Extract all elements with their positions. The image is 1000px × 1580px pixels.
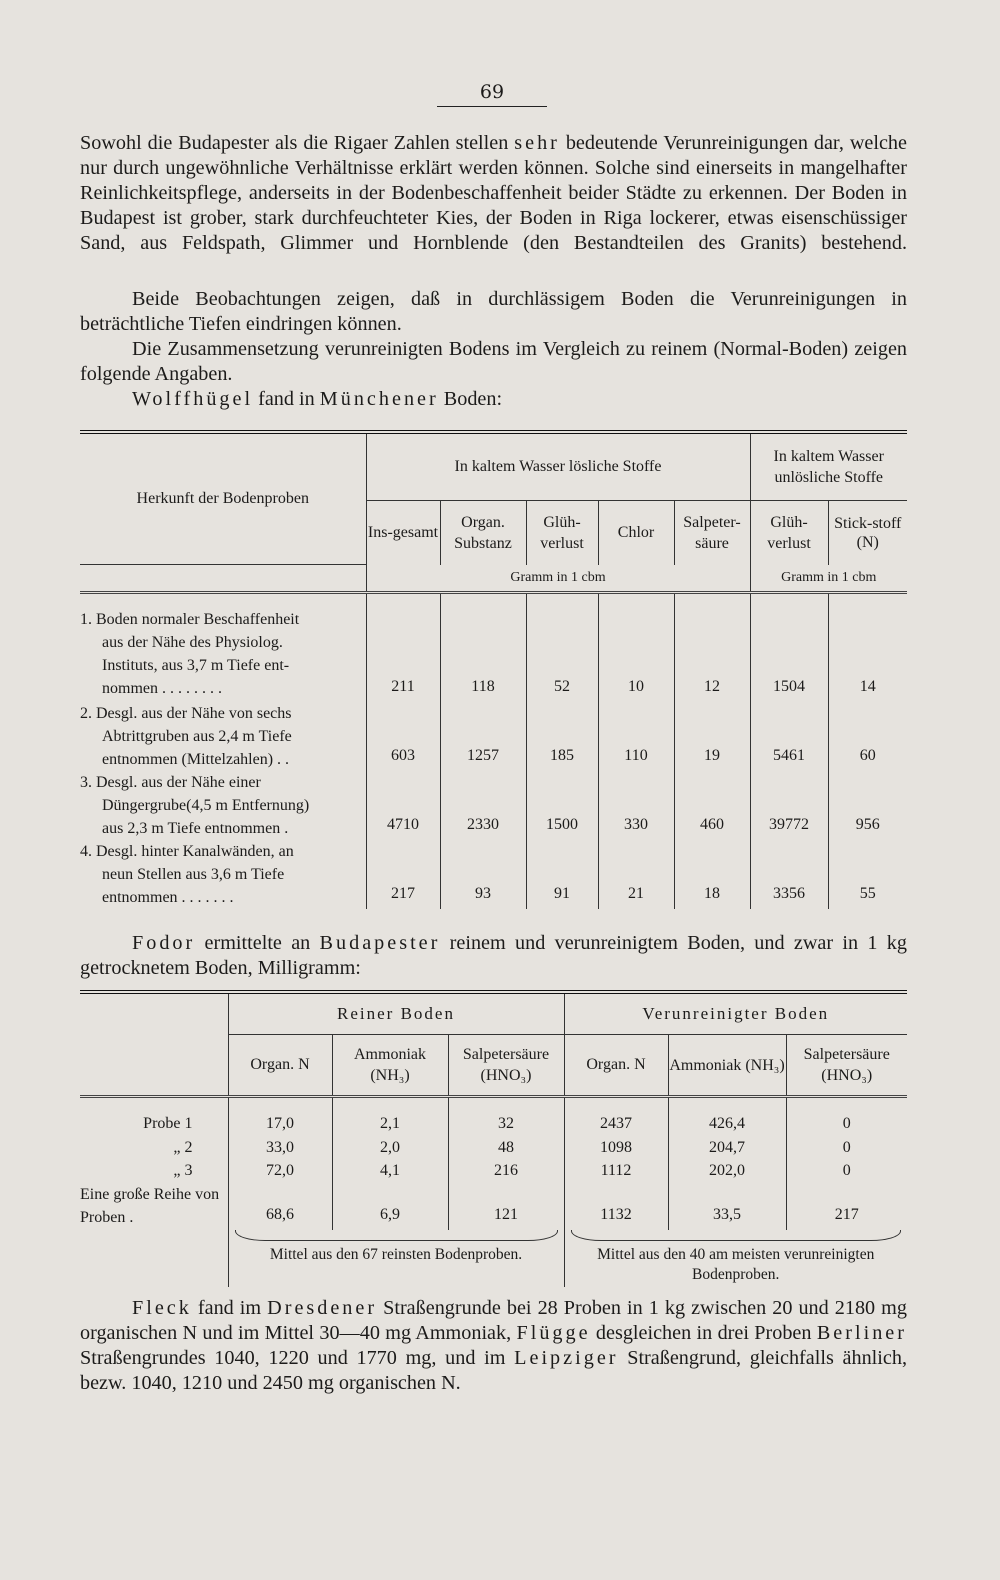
- col-insgesamt: Ins-gesamt: [366, 500, 440, 564]
- city-berlin: Berliner: [816, 1321, 907, 1344]
- cell: 52: [526, 593, 598, 703]
- cell: 72,0: [228, 1159, 332, 1182]
- note-reiner: Mittel aus den 67 reinsten Bodenproben.: [228, 1241, 564, 1287]
- cell: 10: [598, 593, 674, 703]
- cell: 110: [598, 702, 674, 771]
- cell: 2330: [440, 771, 526, 840]
- para5-tail: reinem und verunreinigtem Boden, und zwar in 1 kg getrocknetem Boden, Milligramm:: [80, 932, 907, 979]
- bracket-cell-1: [228, 1230, 564, 1241]
- col-organ-substanz: Organ. Substanz: [440, 500, 526, 564]
- table-wolffhuegel: [80, 430, 907, 909]
- cell: 956: [828, 771, 907, 840]
- unit-soluble: Gramm in 1 cbm: [366, 565, 750, 593]
- col-ammoniak-1: Ammoniak (NH₃): [332, 1035, 448, 1097]
- col-gluehverlust-2: Glüh-verlust: [750, 500, 828, 564]
- cell: 21: [598, 840, 674, 909]
- row-label-line: entnommen . . . . . . .: [102, 889, 234, 906]
- para6-text-e: Straßengrund, gleichfalls ähnlich, bezw. 1040, 1210 und 2450 mg organischen N.: [80, 1346, 907, 1394]
- group-soluble: In kaltem Wasser lösliche Stoffe: [366, 432, 750, 500]
- cell: 5461: [750, 702, 828, 771]
- author-fluegge: Flügge: [516, 1321, 591, 1344]
- cell: 2,0: [332, 1136, 448, 1159]
- cell: 3356: [750, 840, 828, 909]
- author-fodor: Fodor: [132, 932, 196, 954]
- table1-grid: [80, 430, 907, 909]
- cell: 0: [786, 1136, 907, 1159]
- col-salpetersaeure-2: Salpetersäure (HNO₃): [786, 1035, 907, 1097]
- table-row: [80, 1136, 907, 1159]
- row-label: Probe 1: [143, 1115, 193, 1132]
- cell: 60: [828, 702, 907, 771]
- row-label-line: neun Stellen aus 3,6 m Tiefe: [102, 866, 285, 883]
- row-label-line: 4. Desgl. hinter Kanalwänden, an: [80, 843, 294, 860]
- unit-empty: [80, 565, 366, 593]
- brace-reiner: [235, 1230, 558, 1241]
- cell: 6,9: [332, 1182, 448, 1230]
- col-stickstoff: Stick-stoff (N): [828, 500, 907, 564]
- para6-text-b: Straßengrunde bei 28 Proben in 1 kg zwischen 20 und 2180 mg organischen N und im Mittel 30—40 mg Ammoniak,: [80, 1297, 907, 1344]
- paragraph-6: [80, 1296, 907, 1396]
- bracket-cell-2: [564, 1230, 907, 1241]
- cell: 1257: [440, 702, 526, 771]
- paragraph-5: [80, 931, 907, 981]
- row-label: „ 2: [173, 1138, 193, 1156]
- row-label-line: 1. Boden normaler Beschaffenheit: [80, 611, 300, 628]
- cell: 91: [526, 840, 598, 909]
- para6-text-d: Straßengrundes 1040, 1220 und 1770 mg, und im: [80, 1346, 515, 1369]
- cell: 204,7: [668, 1136, 786, 1159]
- cell: 39772: [750, 771, 828, 840]
- row-label-line: 3. Desgl. aus der Nähe einer: [80, 774, 261, 791]
- table-row: [80, 702, 907, 771]
- row-label: [80, 593, 366, 703]
- cell: 1098: [564, 1136, 668, 1159]
- col-salpetersaeure: Salpeter-säure: [674, 500, 750, 564]
- cell: 426,4: [668, 1097, 786, 1137]
- row-label: „ 3: [173, 1161, 193, 1179]
- intro-text-a: Sowohl die Budapester als die Rigaer Zahlen stellen: [80, 132, 515, 154]
- table-row: [80, 1182, 907, 1230]
- cell: 18: [674, 840, 750, 909]
- col-ammoniak-2: Ammoniak (NH₃): [668, 1035, 786, 1097]
- cell: 1504: [750, 593, 828, 703]
- row-label: [80, 840, 366, 909]
- cell: 217: [786, 1182, 907, 1230]
- row-label-line: Düngergrube(4,5 m Entfernung): [102, 797, 310, 814]
- group-reiner-boden: Reiner Boden: [228, 992, 564, 1035]
- table-row: [80, 840, 907, 909]
- cell: 19: [674, 702, 750, 771]
- para6-text-a: fand im: [191, 1297, 268, 1319]
- col-salpetersaeure-1: Salpetersäure (HNO₃): [448, 1035, 564, 1097]
- row-label-line: aus 2,3 m Tiefe entnommen .: [102, 820, 289, 837]
- col-gluehverlust-1: Glüh-verlust: [526, 500, 598, 564]
- para4-text: fand in: [253, 388, 320, 410]
- cell: 1112: [564, 1159, 668, 1182]
- city-muenchen: Münchener: [319, 388, 439, 410]
- cell: 4710: [366, 771, 440, 840]
- cell: 32: [448, 1097, 564, 1137]
- group-insoluble: In kaltem Wasser unlösliche Stoffe: [750, 432, 907, 500]
- city-budapest: Budapester: [319, 932, 441, 954]
- cell: 93: [440, 840, 526, 909]
- note-spacer: [80, 1241, 228, 1287]
- bracket-spacer: [80, 1230, 228, 1241]
- paragraph-3: Die Zusammensetzung verunreinigten Bodens im Vergleich zu reinem (Normal-Boden) zeigen folgende Angaben.: [80, 338, 907, 385]
- table-row: [80, 1159, 907, 1182]
- author-fleck: Fleck: [132, 1297, 192, 1319]
- cell: 68,6: [228, 1182, 332, 1230]
- cell: 48: [448, 1136, 564, 1159]
- city-dresden: Dresdener: [267, 1297, 378, 1319]
- paragraph-intro: [80, 131, 907, 256]
- group-verunreinigter-boden: Verunreinigter Boden: [564, 992, 907, 1035]
- cell: 0: [786, 1097, 907, 1137]
- cell: 33,5: [668, 1182, 786, 1230]
- row-label-line: aus der Nähe des Physiolog.: [102, 634, 283, 651]
- page-number: 69: [437, 80, 547, 107]
- row-label: Eine große Reihe von Proben .: [80, 1186, 220, 1226]
- para6-text-c: desgleichen in drei Proben: [590, 1321, 817, 1344]
- cell: 17,0: [228, 1097, 332, 1137]
- table-fodor: [80, 990, 907, 1287]
- cell: 1132: [564, 1182, 668, 1230]
- paragraph-4: [80, 387, 907, 412]
- col-organ-n-2: Organ. N: [564, 1035, 668, 1097]
- cell: 121: [448, 1182, 564, 1230]
- table-row: [80, 593, 907, 703]
- cell: 33,0: [228, 1136, 332, 1159]
- cell: 202,0: [668, 1159, 786, 1182]
- cell: 330: [598, 771, 674, 840]
- col-organ-n-1: Organ. N: [228, 1035, 332, 1097]
- para5-text: ermittelte an: [195, 932, 320, 954]
- row-header-cell: Herkunft der Bodenproben: [80, 432, 366, 565]
- cell: 216: [448, 1159, 564, 1182]
- table-row: [80, 1097, 907, 1137]
- row-label-line: nommen . . . . . . . .: [102, 680, 222, 697]
- cell: 1500: [526, 771, 598, 840]
- intro-emphasis: sehr: [514, 132, 560, 154]
- cell: 4,1: [332, 1159, 448, 1182]
- cell: 14: [828, 593, 907, 703]
- city-leipzig: Leipziger: [514, 1346, 619, 1369]
- cell: 2437: [564, 1097, 668, 1137]
- cell: 217: [366, 840, 440, 909]
- unit-insoluble: Gramm in 1 cbm: [750, 565, 907, 593]
- table2-grid: [80, 990, 907, 1287]
- intro-text-b: bedeutende Verunreinigungen dar, welche nur durch ungewöhnliche Verhältnisse erklärt werden können. Solche sind einerseits in mangelhafter Reinlichkeitspflege, anderseits in der Bodenbeschaffenheit beider Städte zu erkennen. Der Boden in Budapest ist grober, stark durchfeuchteter Kies, der Boden in Riga lockerer, etwas eisenschüssiger Sand, aus Feldspath, Glimmer und Hornblende (den Bestandteilen des Granits) bestehend.: [80, 132, 907, 254]
- para4-tail: Boden:: [438, 388, 503, 410]
- cell: 118: [440, 593, 526, 703]
- cell: 2,1: [332, 1097, 448, 1137]
- author-wolffhuegel: Wolffhügel: [132, 388, 254, 410]
- col-chlor: Chlor: [598, 500, 674, 564]
- table-row: [80, 771, 907, 840]
- cell: 0: [786, 1159, 907, 1182]
- cell: 603: [366, 702, 440, 771]
- cell: 55: [828, 840, 907, 909]
- row-label-line: entnommen (Mittelzahlen) . .: [102, 751, 290, 768]
- empty-corner: [80, 992, 228, 1097]
- row-label-line: 2. Desgl. aus der Nähe von sechs: [80, 705, 292, 722]
- row-label: [80, 771, 366, 840]
- brace-verunreinigt: [571, 1230, 902, 1241]
- cell: 185: [526, 702, 598, 771]
- row-label-line: Instituts, aus 3,7 m Tiefe ent-: [102, 657, 290, 674]
- cell: 211: [366, 593, 440, 703]
- row-label: [80, 702, 366, 771]
- row-label-line: Abtrittgruben aus 2,4 m Tiefe: [102, 728, 292, 745]
- paragraph-2: Beide Beobachtungen zeigen, daß in durchlässigem Boden die Verunreinigungen in beträchtliche Tiefen eindringen können.: [80, 288, 907, 335]
- note-verunreinigt: Mittel aus den 40 am meisten verunreinigten Bodenproben.: [564, 1241, 907, 1287]
- cell: 12: [674, 593, 750, 703]
- cell: 460: [674, 771, 750, 840]
